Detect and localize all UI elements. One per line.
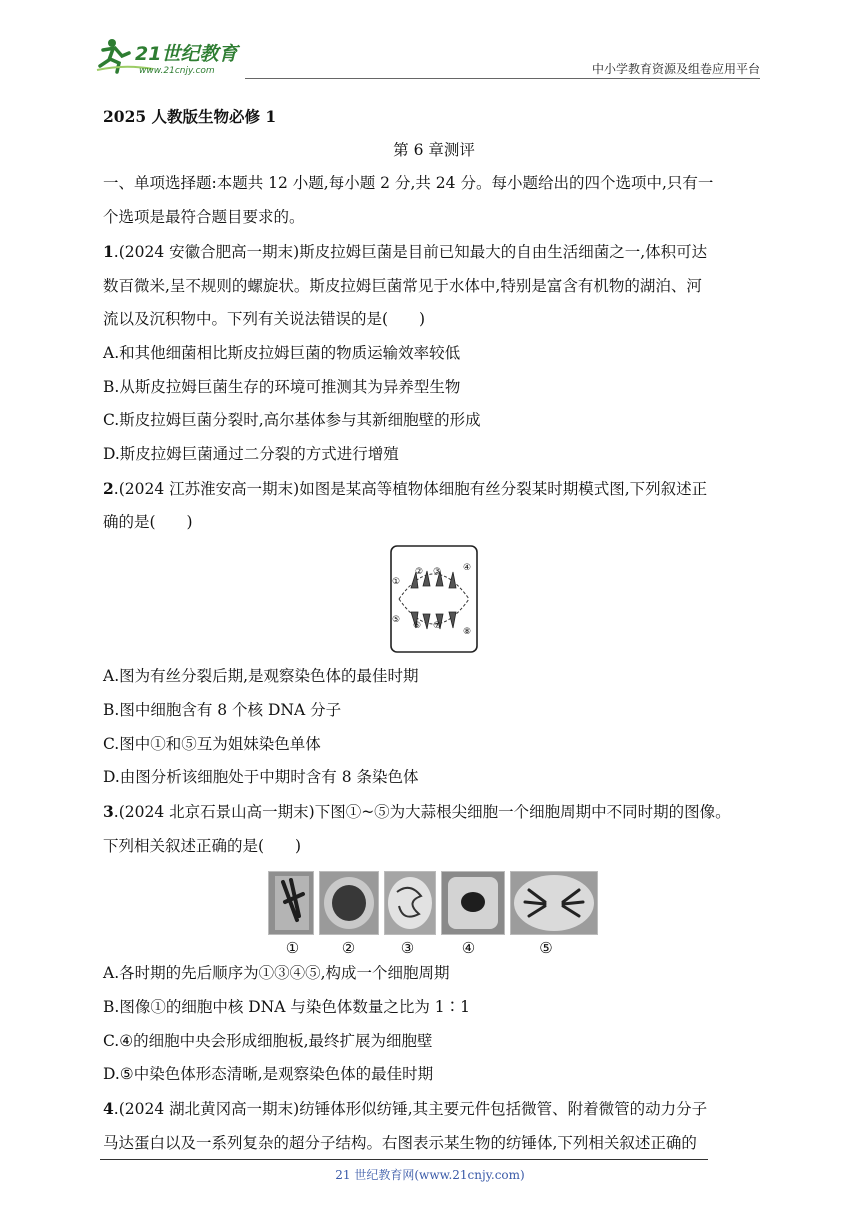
- option-a: A.图为有丝分裂后期,是观察染色体的最佳时期: [103, 667, 419, 686]
- micrograph-figure: [268, 871, 598, 957]
- option-a: A.各时期的先后顺序为①③④⑤,构成一个细胞周期: [103, 964, 450, 983]
- question-1-stem-2: 数百微米,呈不规则的螺旋状。斯皮拉姆巨菌常见于水体中,特别是富含有机物的湖泊、河: [103, 276, 702, 295]
- question-1-stem-1: [103, 235, 765, 270]
- option-d: D.斯皮拉姆巨菌通过二分裂的方式进行增殖: [103, 445, 399, 464]
- micrograph-labels: [268, 939, 598, 957]
- option-b: B.图中细胞含有 8 个核 DNA 分子: [103, 700, 342, 719]
- page-footer: 21 世纪教育网(www.21cnjy.com): [335, 1168, 525, 1182]
- chromosome-label-5: ⑤: [392, 615, 401, 626]
- header-divider: [245, 78, 760, 79]
- book-title: 2025 人教版生物必修 1: [103, 107, 277, 126]
- question-number: 1: [103, 241, 114, 261]
- option-c: C.斯皮拉姆巨菌分裂时,高尔基体参与其新细胞壁的形成: [103, 411, 481, 430]
- question-2-stem-2: 确的是( ): [103, 513, 193, 532]
- micrograph-2: [319, 871, 379, 935]
- logo-url: www.21cnjy.com: [139, 66, 215, 76]
- question-4: [103, 1092, 765, 1160]
- micrograph-3: [384, 871, 436, 935]
- platform-name: 中小学教育资源及组卷应用平台: [591, 62, 760, 76]
- chromosome-label-7: ⑦: [433, 621, 442, 632]
- question-number: 2: [103, 478, 114, 498]
- option-a: A.和其他细菌相比斯皮拉姆巨菌的物质运输效率较低: [103, 343, 461, 362]
- chromosome-label-6: ⑥: [413, 621, 422, 632]
- micrograph-4: [441, 871, 505, 935]
- micrograph-5: [510, 871, 598, 935]
- option-c: C.④的细胞中央会形成细胞板,最终扩展为细胞壁: [103, 1031, 433, 1050]
- question-text: .(2024 湖北黄冈高一期末)纺锤体形似纺锤,其主要元件包括微管、附着微管的动力分子: [113, 1100, 708, 1119]
- footer-divider: [100, 1159, 708, 1160]
- question-text: .(2024 安徽合肥高一期末)斯皮拉姆巨菌是目前已知最大的自由生活细菌之一,体积可达: [113, 242, 708, 261]
- question-3-stem-2: 下列相关叙述正确的是( ): [103, 836, 302, 855]
- question-3-stem-1: [103, 795, 765, 830]
- question-4-stem-1: [103, 1092, 765, 1127]
- micrograph-label-1: ①: [285, 939, 300, 958]
- logo: [95, 36, 265, 76]
- page-header: [95, 32, 760, 80]
- question-2: [103, 472, 765, 795]
- logo-text: 21世纪教育: [135, 43, 238, 65]
- micrograph-1: [268, 871, 314, 935]
- question-4-stem-2: 马达蛋白以及一系列复杂的超分子结构。右图表示某生物的纺锤体,下列相关叙述正确的: [103, 1133, 697, 1152]
- option-b: B.从斯皮拉姆巨菌生存的环境可推测其为异养型生物: [103, 377, 461, 396]
- chromosome-label-2: ②: [415, 567, 424, 578]
- question-text: .(2024 北京石景山高一期末)下图①~⑤为大蒜根尖细胞一个细胞周期中不同时期的图像。: [113, 802, 731, 821]
- question-3: [103, 795, 765, 1092]
- question-2-stem-1: [103, 472, 765, 507]
- question-number: 3: [103, 801, 114, 821]
- chromosome-label-8: ⑧: [463, 627, 472, 638]
- option-d: D.⑤中染色体形态清晰,是观察染色体的最佳时期: [103, 1065, 434, 1084]
- option-d: D.由图分析该细胞处于中期时含有 8 条染色体: [103, 768, 419, 787]
- chapter-title: 第 6 章测评: [393, 140, 475, 159]
- micrograph-label-4: ④: [461, 939, 476, 958]
- option-b: B.图像①的细胞中核 DNA 与染色体数量之比为 1∶1: [103, 998, 471, 1017]
- section-instructions-1: 一、单项选择题:本题共 12 小题,每小题 2 分,共 24 分。每小题给出的四个选项中,只有一: [103, 174, 714, 193]
- question-number: 4: [103, 1099, 114, 1119]
- micrograph-label-3: ③: [400, 939, 415, 958]
- mitosis-diagram: [389, 544, 479, 654]
- document-body: [103, 100, 765, 1161]
- section-instructions-2: 个选项是最符合题目要求的。: [103, 208, 305, 227]
- question-1: [103, 235, 765, 472]
- chromosome-label-3: ③: [433, 567, 442, 578]
- chromosome-label-4: ④: [463, 563, 472, 574]
- micrograph-label-2: ②: [341, 939, 356, 958]
- micrograph-label-5: ⑤: [539, 939, 553, 958]
- chromosome-label-1: ①: [392, 577, 401, 588]
- question-text: .(2024 江苏淮安高一期末)如图是某高等植物体细胞有丝分裂某时期模式图,下列叙述正: [113, 479, 708, 498]
- question-1-stem-3: 流以及沉积物中。下列有关说法错误的是( ): [103, 310, 426, 329]
- option-c: C.图中①和⑤互为姐妹染色单体: [103, 734, 321, 753]
